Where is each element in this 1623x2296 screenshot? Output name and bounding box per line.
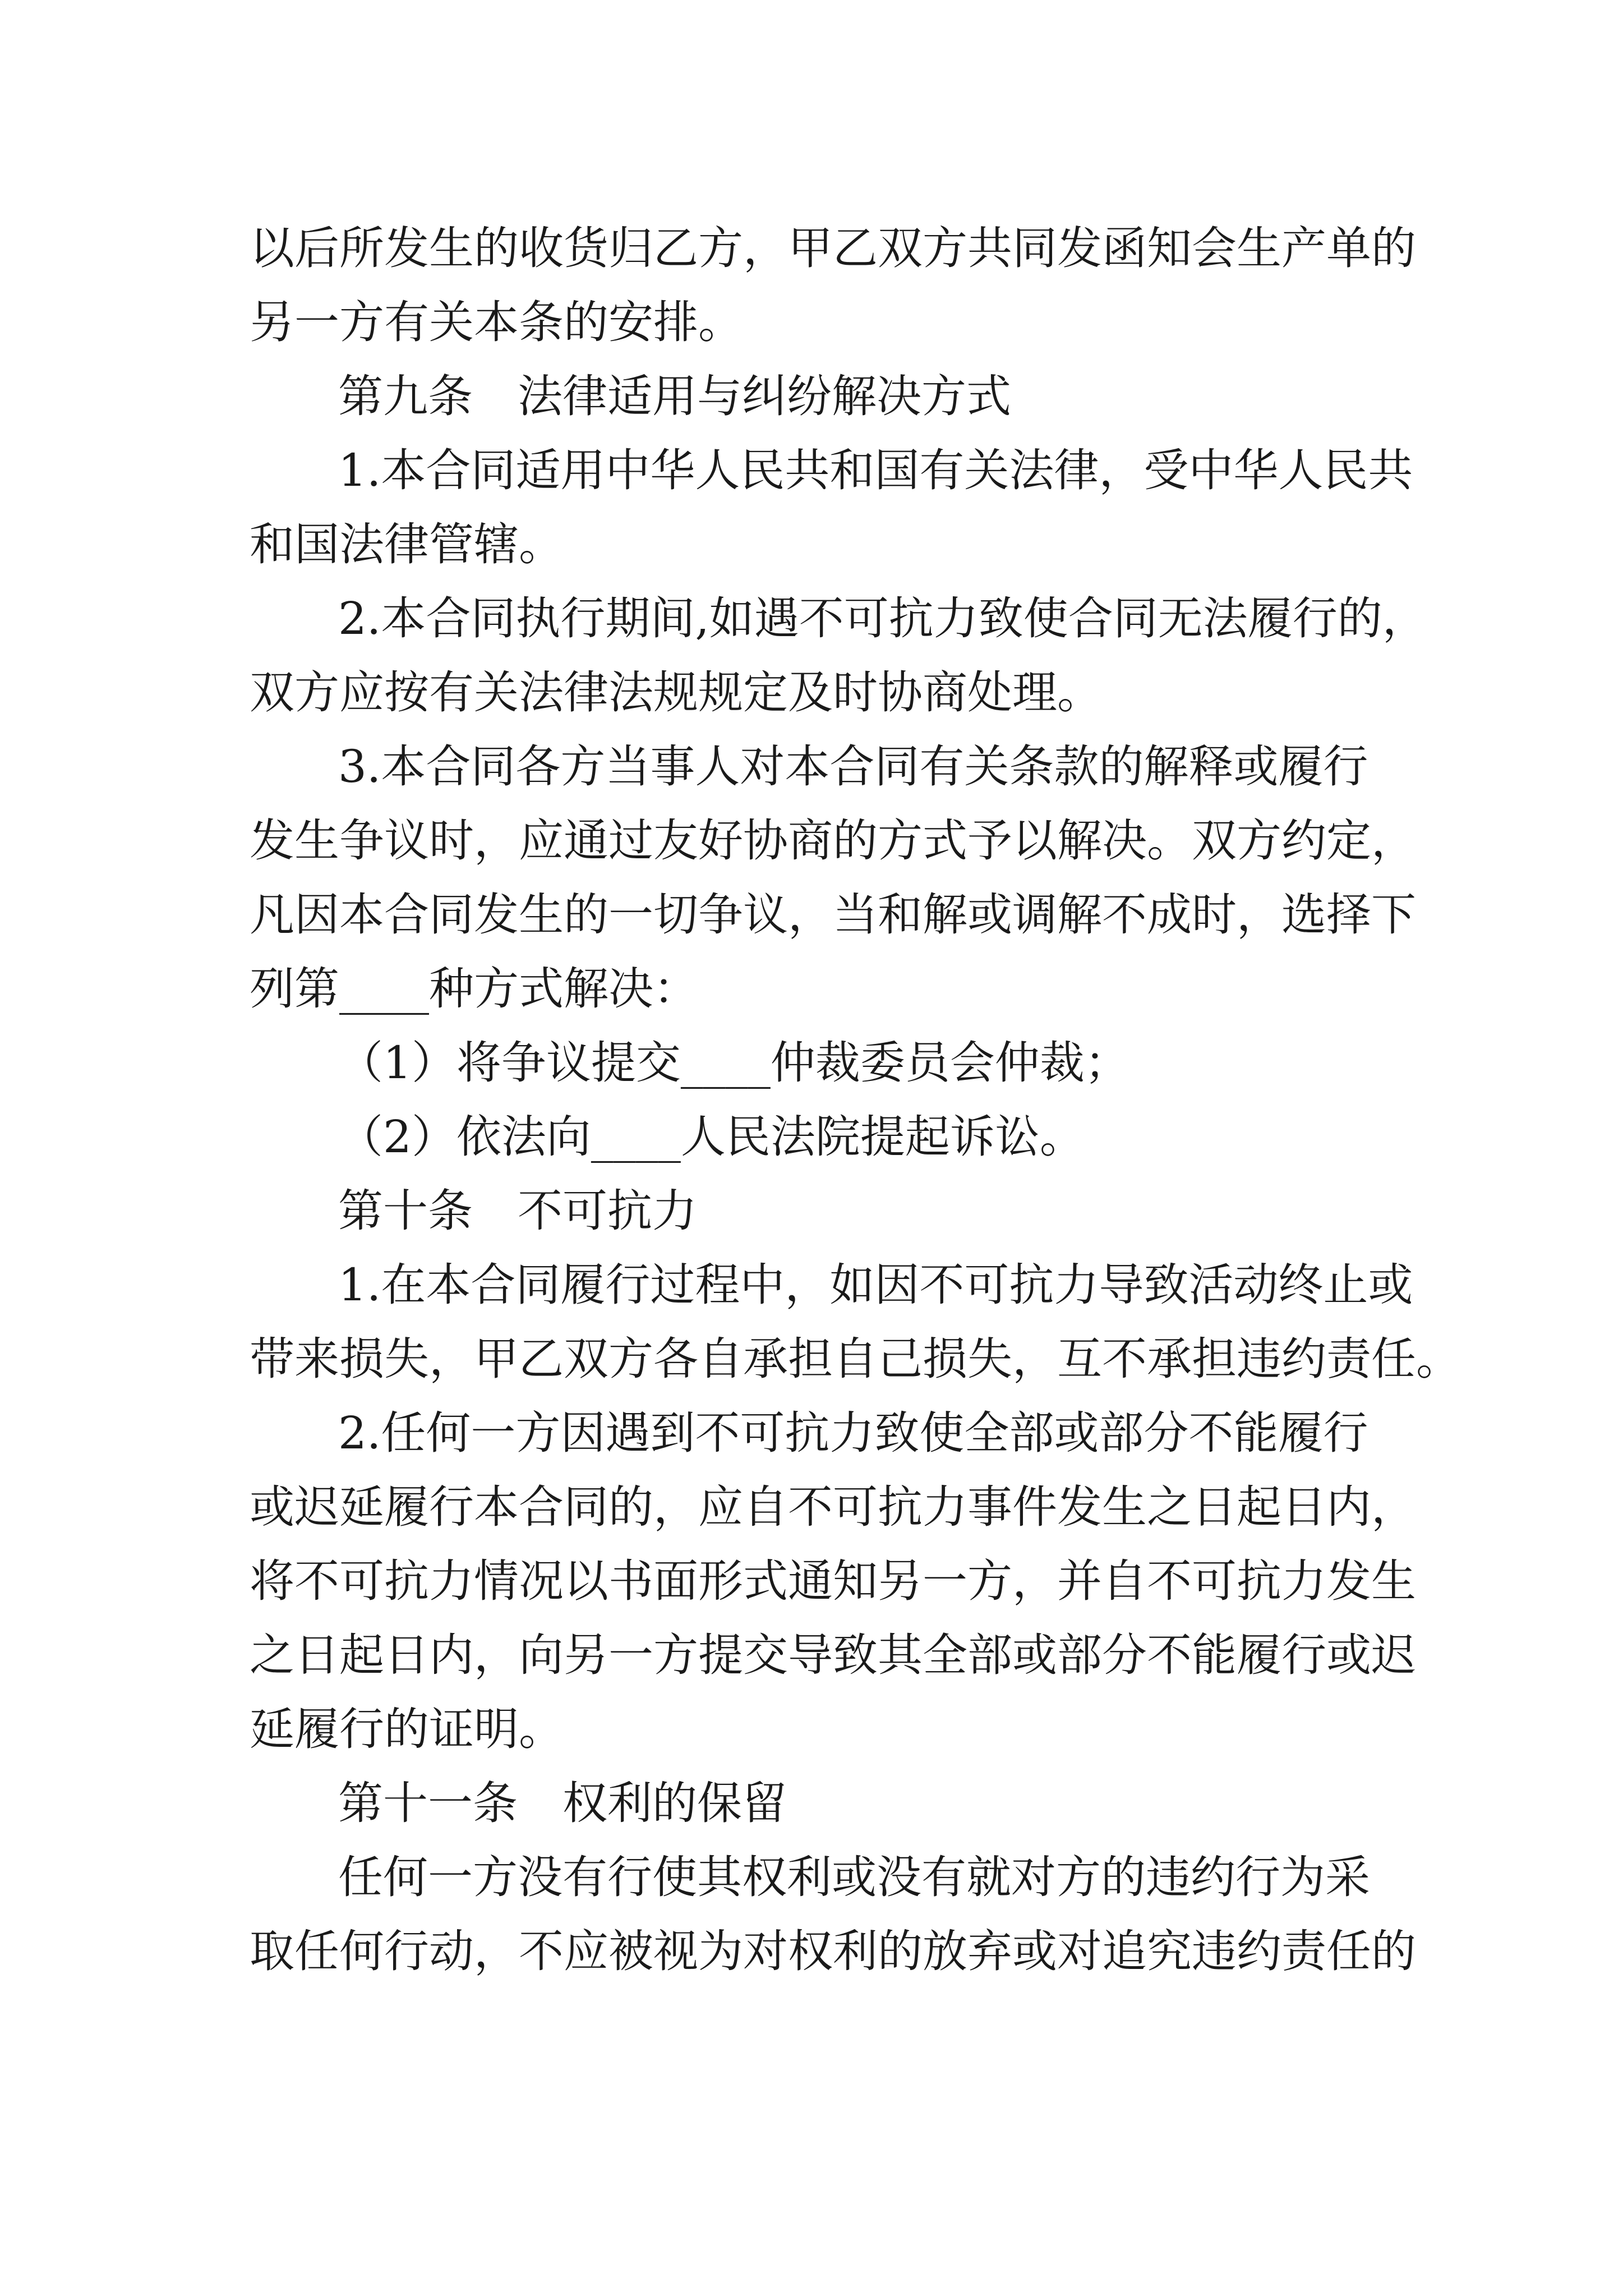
line-text: 3.本合同各方当事人对本合同有关条款的解释或履行 <box>338 740 1368 793</box>
text-line <box>0 728 1623 806</box>
line-text: 1.本合同适用中华人民共和国有关法律，受中华人民共 <box>338 444 1413 496</box>
text-line <box>0 1616 1623 1695</box>
text-line <box>0 1912 1623 1991</box>
text-line <box>0 1024 1623 1102</box>
line-text: （1）将争议提交____仲裁委员会仲裁； <box>338 1037 1129 1089</box>
text-line <box>0 1320 1623 1398</box>
line-text: 2.任何一方因遇到不可抗力致使全部或部分不能履行 <box>338 1407 1368 1459</box>
article-heading <box>0 357 1623 436</box>
text-line <box>0 1690 1623 1769</box>
line-text: 列第____种方式解决： <box>250 963 698 1015</box>
text-line <box>0 802 1623 880</box>
text-line <box>0 876 1623 954</box>
article-heading <box>0 1764 1623 1843</box>
line-text: 任何一方没有行使其权利或没有就对方的违约行为采 <box>338 1851 1370 1903</box>
line-text: 1.在本合同履行过程中，如因不可抗力导致活动终止或 <box>338 1259 1413 1311</box>
line-text: 发生争议时，应通过友好协商的方式予以解决。双方约定， <box>250 815 1416 867</box>
line-text: 双方应按有关法律法规规定及时协商处理。 <box>250 666 1102 719</box>
text-line <box>0 1098 1623 1176</box>
line-text: 第九条 法律适用与纠纷解决方式 <box>338 370 1011 422</box>
article-heading <box>0 1172 1623 1250</box>
text-line <box>0 950 1623 1028</box>
text-line <box>0 579 1623 658</box>
line-text: （2）依法向____人民法院提起诉讼。 <box>338 1111 1085 1163</box>
line-text: 2.本合同执行期间,如遇不可抗力致使合同无法履行的， <box>338 592 1427 645</box>
line-text: 延履行的证明。 <box>250 1703 564 1755</box>
line-text: 将不可抗力情况以书面形式通知另一方，并自不可抗力发生 <box>250 1555 1416 1607</box>
line-text: 带来损失，甲乙双方各自承担自己损失，互不承担违约责任。 <box>250 1333 1461 1385</box>
line-text: 和国法律管辖。 <box>250 518 564 570</box>
text-line <box>0 283 1623 362</box>
text-line <box>0 431 1623 510</box>
text-line <box>0 654 1623 732</box>
line-text: 凡因本合同发生的一切争议，当和解或调解不成时，选择下 <box>250 889 1416 941</box>
text-line <box>0 209 1623 288</box>
line-text: 或迟延履行本合同的，应自不可抗力事件发生之日起日内， <box>250 1481 1416 1533</box>
line-text: 取任何行动，不应被视为对权利的放弃或对追究违约责任的 <box>250 1925 1416 1977</box>
text-line <box>0 505 1623 584</box>
text-line <box>0 1246 1623 1324</box>
text-line <box>0 1838 1623 1917</box>
text-line <box>0 1394 1623 1473</box>
line-text: 以后所发生的收货归乙方，甲乙双方共同发函知会生产单的 <box>250 222 1416 274</box>
text-line <box>0 1542 1623 1621</box>
text-line <box>0 1468 1623 1547</box>
line-text: 第十条 不可抗力 <box>338 1185 697 1237</box>
line-text: 另一方有关本条的安排。 <box>250 296 743 348</box>
line-text: 之日起日内，向另一方提交导致其全部或部分不能履行或迟 <box>250 1629 1416 1681</box>
line-text: 第十一条 权利的保留 <box>338 1777 787 1829</box>
